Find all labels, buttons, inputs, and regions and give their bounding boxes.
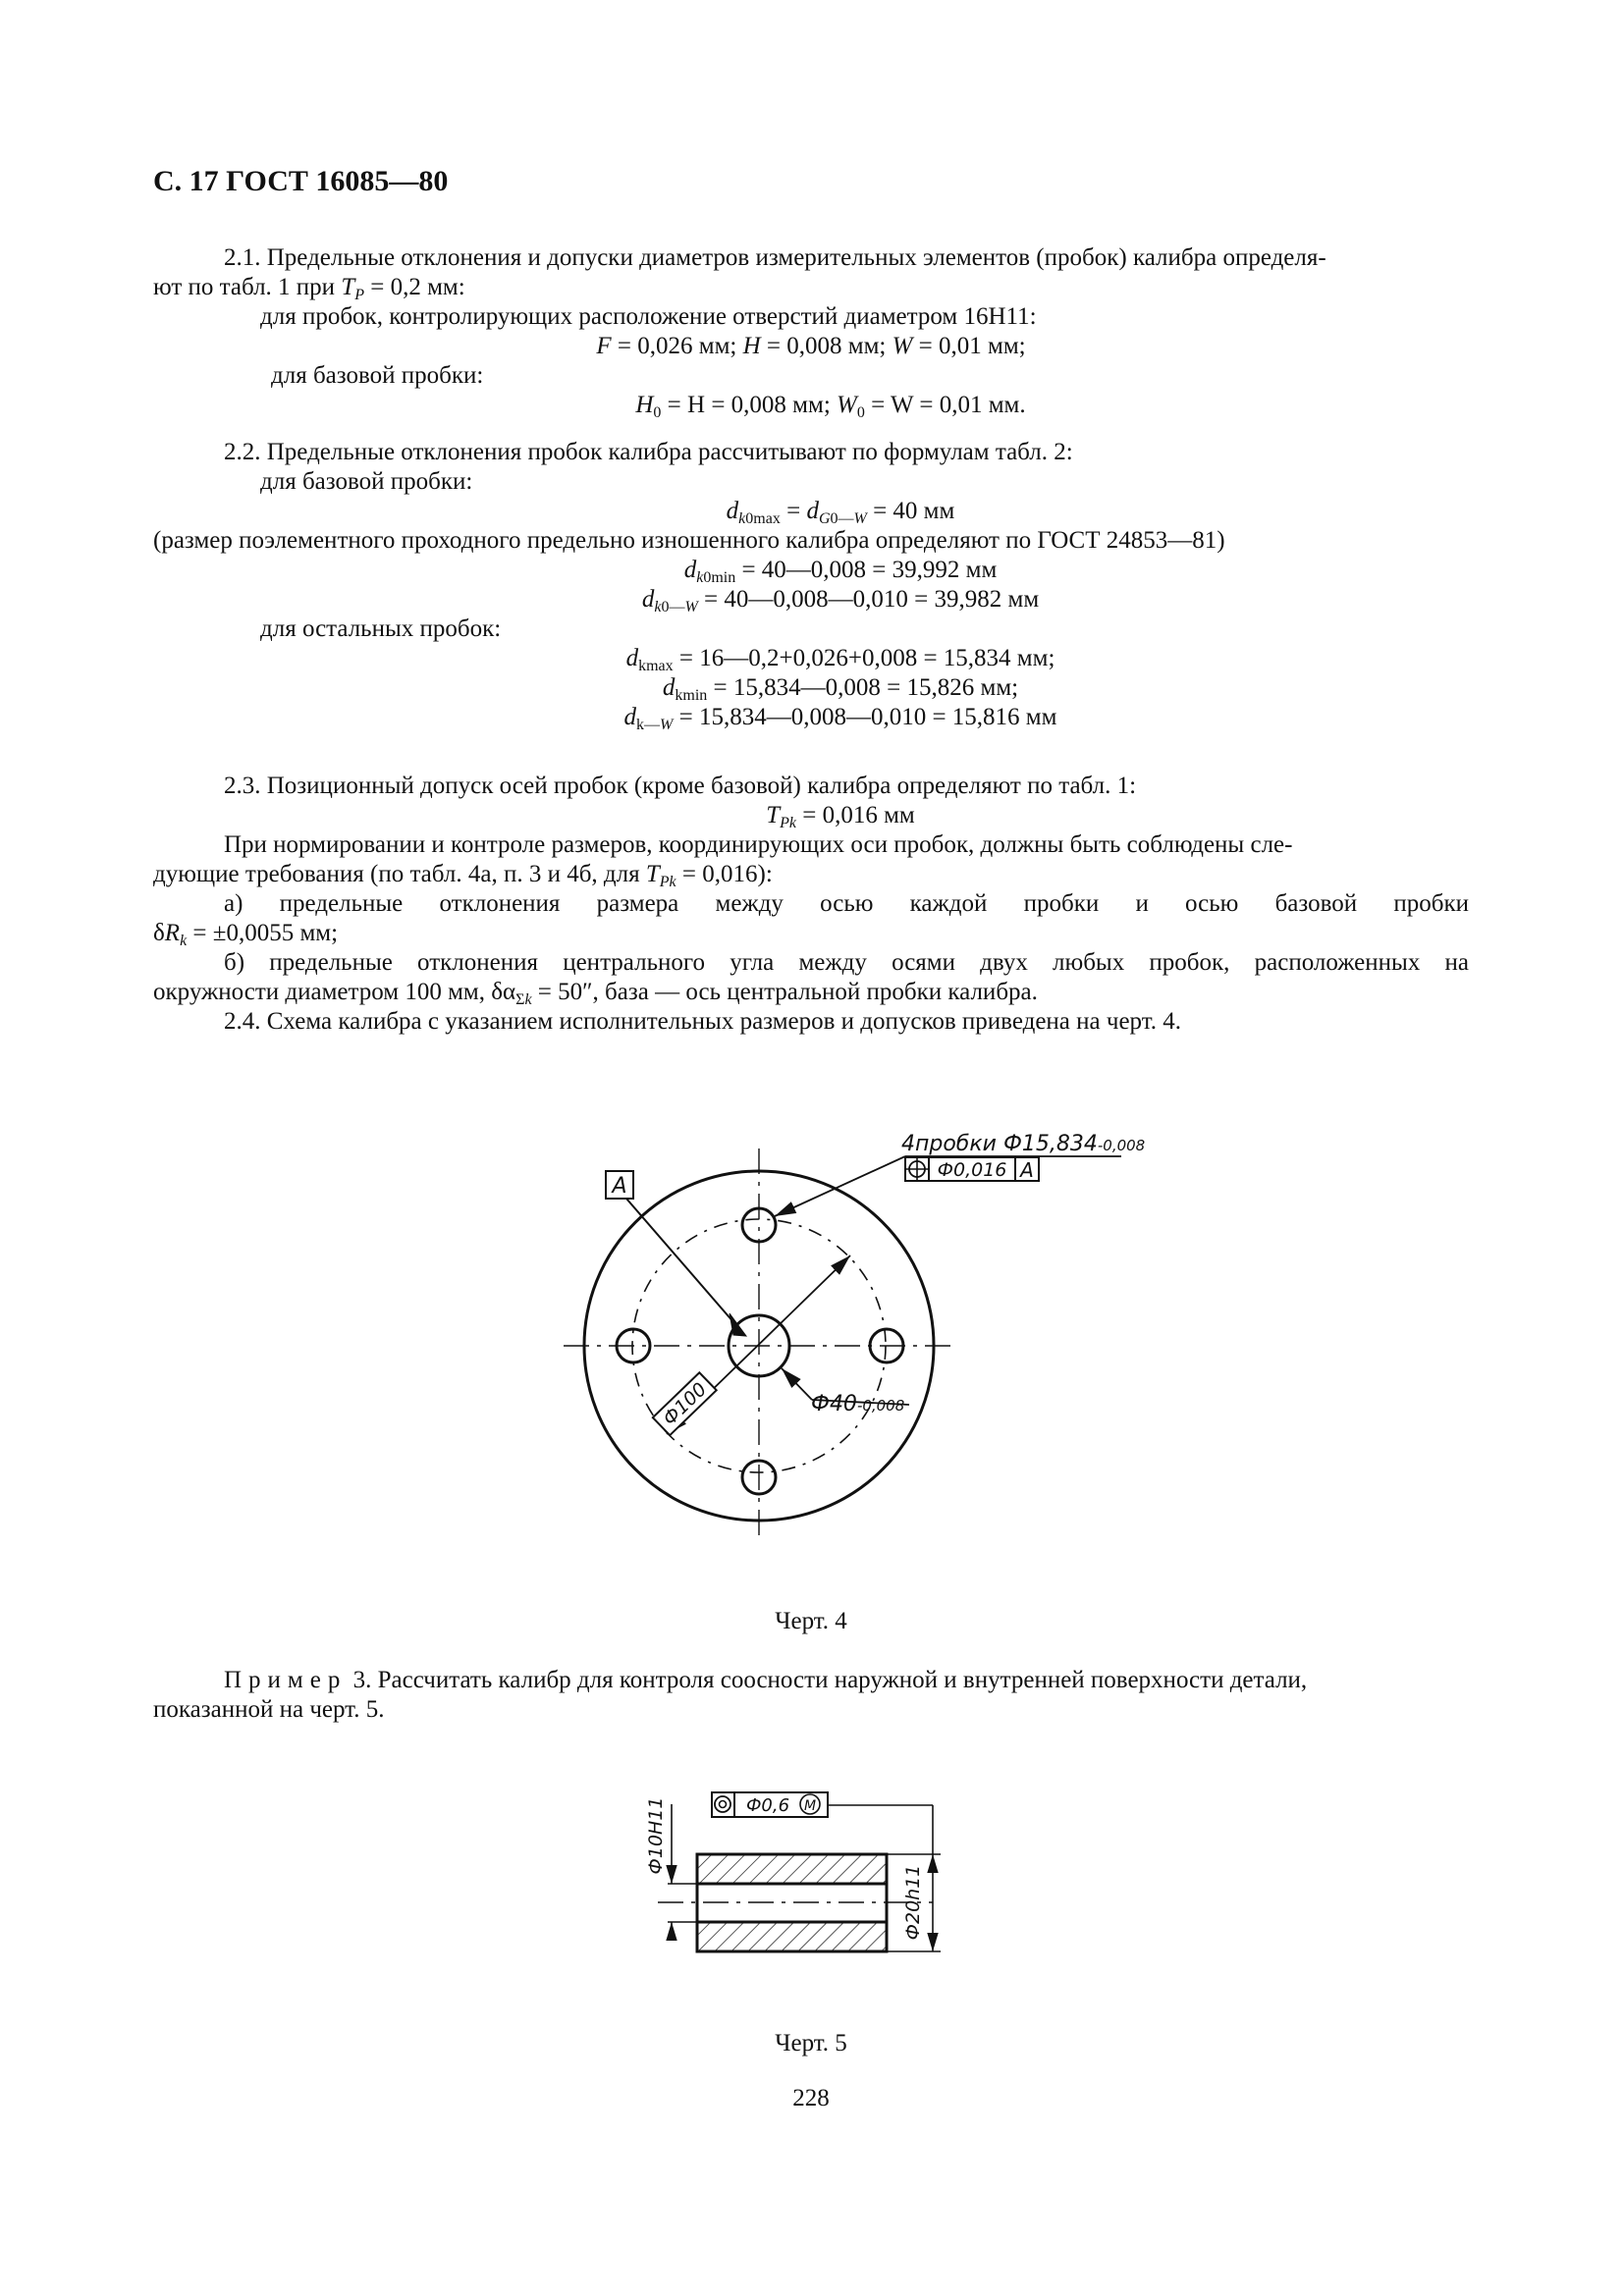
formula: $T_{Pk} = 0,016$ мм [766, 802, 915, 831]
figure-4 [564, 1148, 1121, 1543]
formula: $d_{kmin}$ = 15,834—0,008 = 15,826 мм; [662, 674, 1019, 704]
figure-5-caption: Черт. 5 [775, 2030, 847, 2056]
outer-diameter-label: Ф20h11 [902, 1864, 924, 1941]
paragraph: (размер поэлементного проходного предельно изношенного калибра определяют по ГОСТ 24853—81) [153, 527, 1225, 554]
dia40-label: Ф40-0,008 [811, 1392, 905, 1416]
paragraph: б) предельные отклонения центрального угла между осями двух любых пробок, расположенных на [224, 949, 1469, 976]
modifier-label: М [803, 1798, 817, 1814]
paragraph: 2.1. Предельные отклонения и допуски диаметров измерительных элементов (пробок) калибра определя- [224, 244, 1326, 271]
paragraph: для базовой пробки: [271, 362, 484, 389]
frame-datum-value: А [1020, 1158, 1034, 1182]
datum-leader [626, 1199, 734, 1323]
page-number: 228 [792, 2085, 830, 2111]
coaxiality-value: Ф0,6 [745, 1795, 790, 1816]
example-3 [153, 1666, 1469, 1725]
part-section-bottom [697, 1922, 887, 1951]
paragraph: для базовой пробки: [260, 468, 473, 495]
formula: $d_{k0—W}$ = 40—0,008—0,010 = 39,982 мм [641, 586, 1040, 615]
inner-diameter-label: Ф10Н11 [645, 1796, 667, 1875]
paragraph: показанной на черт. 5. [153, 1696, 385, 1723]
paragraph: а) предельные отклонения размера между осью каждой пробки и осью базовой пробки [224, 890, 1469, 917]
paragraph: для пробок, контролирующих расположение отверстий диаметром 16Н11: [260, 303, 1037, 330]
formula: $d_{k0max} = d_{G0—W} = 40$ мм [726, 498, 955, 527]
part-section-top [697, 1854, 887, 1884]
formula: $d_{kmax}$ = 16—0,2+0,026+0,008 = 15,834 мм; [625, 645, 1055, 674]
paragraph: Пример 3. Рассчитать калибр для контроля соосности наружной и внутренней поверхности детали, [224, 1667, 1308, 1693]
holes-leader [775, 1156, 905, 1216]
frame-tolerance-value: Ф0,016 [937, 1159, 1007, 1181]
formula: F = 0,026 мм; H = 0,008 мм; W = 0,01 мм; [596, 333, 1026, 359]
paragraph: 2.3. Позиционный допуск осей пробок (кроме базовой) калибра определяют по табл. 1: [224, 773, 1137, 799]
paragraph: При нормировании и контроле размеров, координирующих оси пробок, должны быть соблюдены сле- [224, 831, 1293, 858]
dim-leader-d40 [782, 1368, 812, 1400]
dia100-label: Ф100 [659, 1378, 712, 1430]
example-lead: Пример [224, 1667, 348, 1693]
paragraph: для остальных пробок: [260, 615, 502, 642]
paragraph: 2.4. Схема калибра с указанием исполнительных размеров и допусков приведена на черт. 4. [224, 1008, 1182, 1035]
formula: $d_{k0min}$ = 40—0,008 = 39,992 мм [683, 557, 998, 586]
page-header: С. 17 ГОСТ 16085—80 [153, 165, 449, 197]
paragraph: ют по табл. 1 при $T_P = 0,2$ мм: [153, 274, 465, 303]
figure-4-caption: Черт. 4 [775, 1608, 847, 1634]
paragraph: 2.2. Предельные отклонения пробок калибра рассчитывают по формулам табл. 2: [224, 439, 1073, 465]
formula: $d_{k—W}$ = 15,834—0,008—0,010 = 15,816 мм [623, 704, 1057, 733]
coaxiality-icon [715, 1796, 730, 1812]
paragraph: $\delta R_k = \pm 0,0055$ мм; [153, 920, 339, 949]
holes-label: 4пробки Ф15,834-0,008 [901, 1132, 1146, 1156]
datum-label: А [612, 1174, 627, 1199]
paragraph: дующие требования (по табл. 4а, п. 3 и 4б, для $T_{Pk} = 0,016$): [153, 861, 773, 890]
paragraph: окружности диаметром 100 мм, $\delta\alpha_{\Sigma k} = 50''$, база — ось центральной пробки калибра. [153, 979, 1038, 1008]
figure-5 [658, 1792, 941, 1951]
formula: $H_0 = H = 0,008$ мм; $W_0 = W = 0,01$ мм. [635, 392, 1026, 421]
